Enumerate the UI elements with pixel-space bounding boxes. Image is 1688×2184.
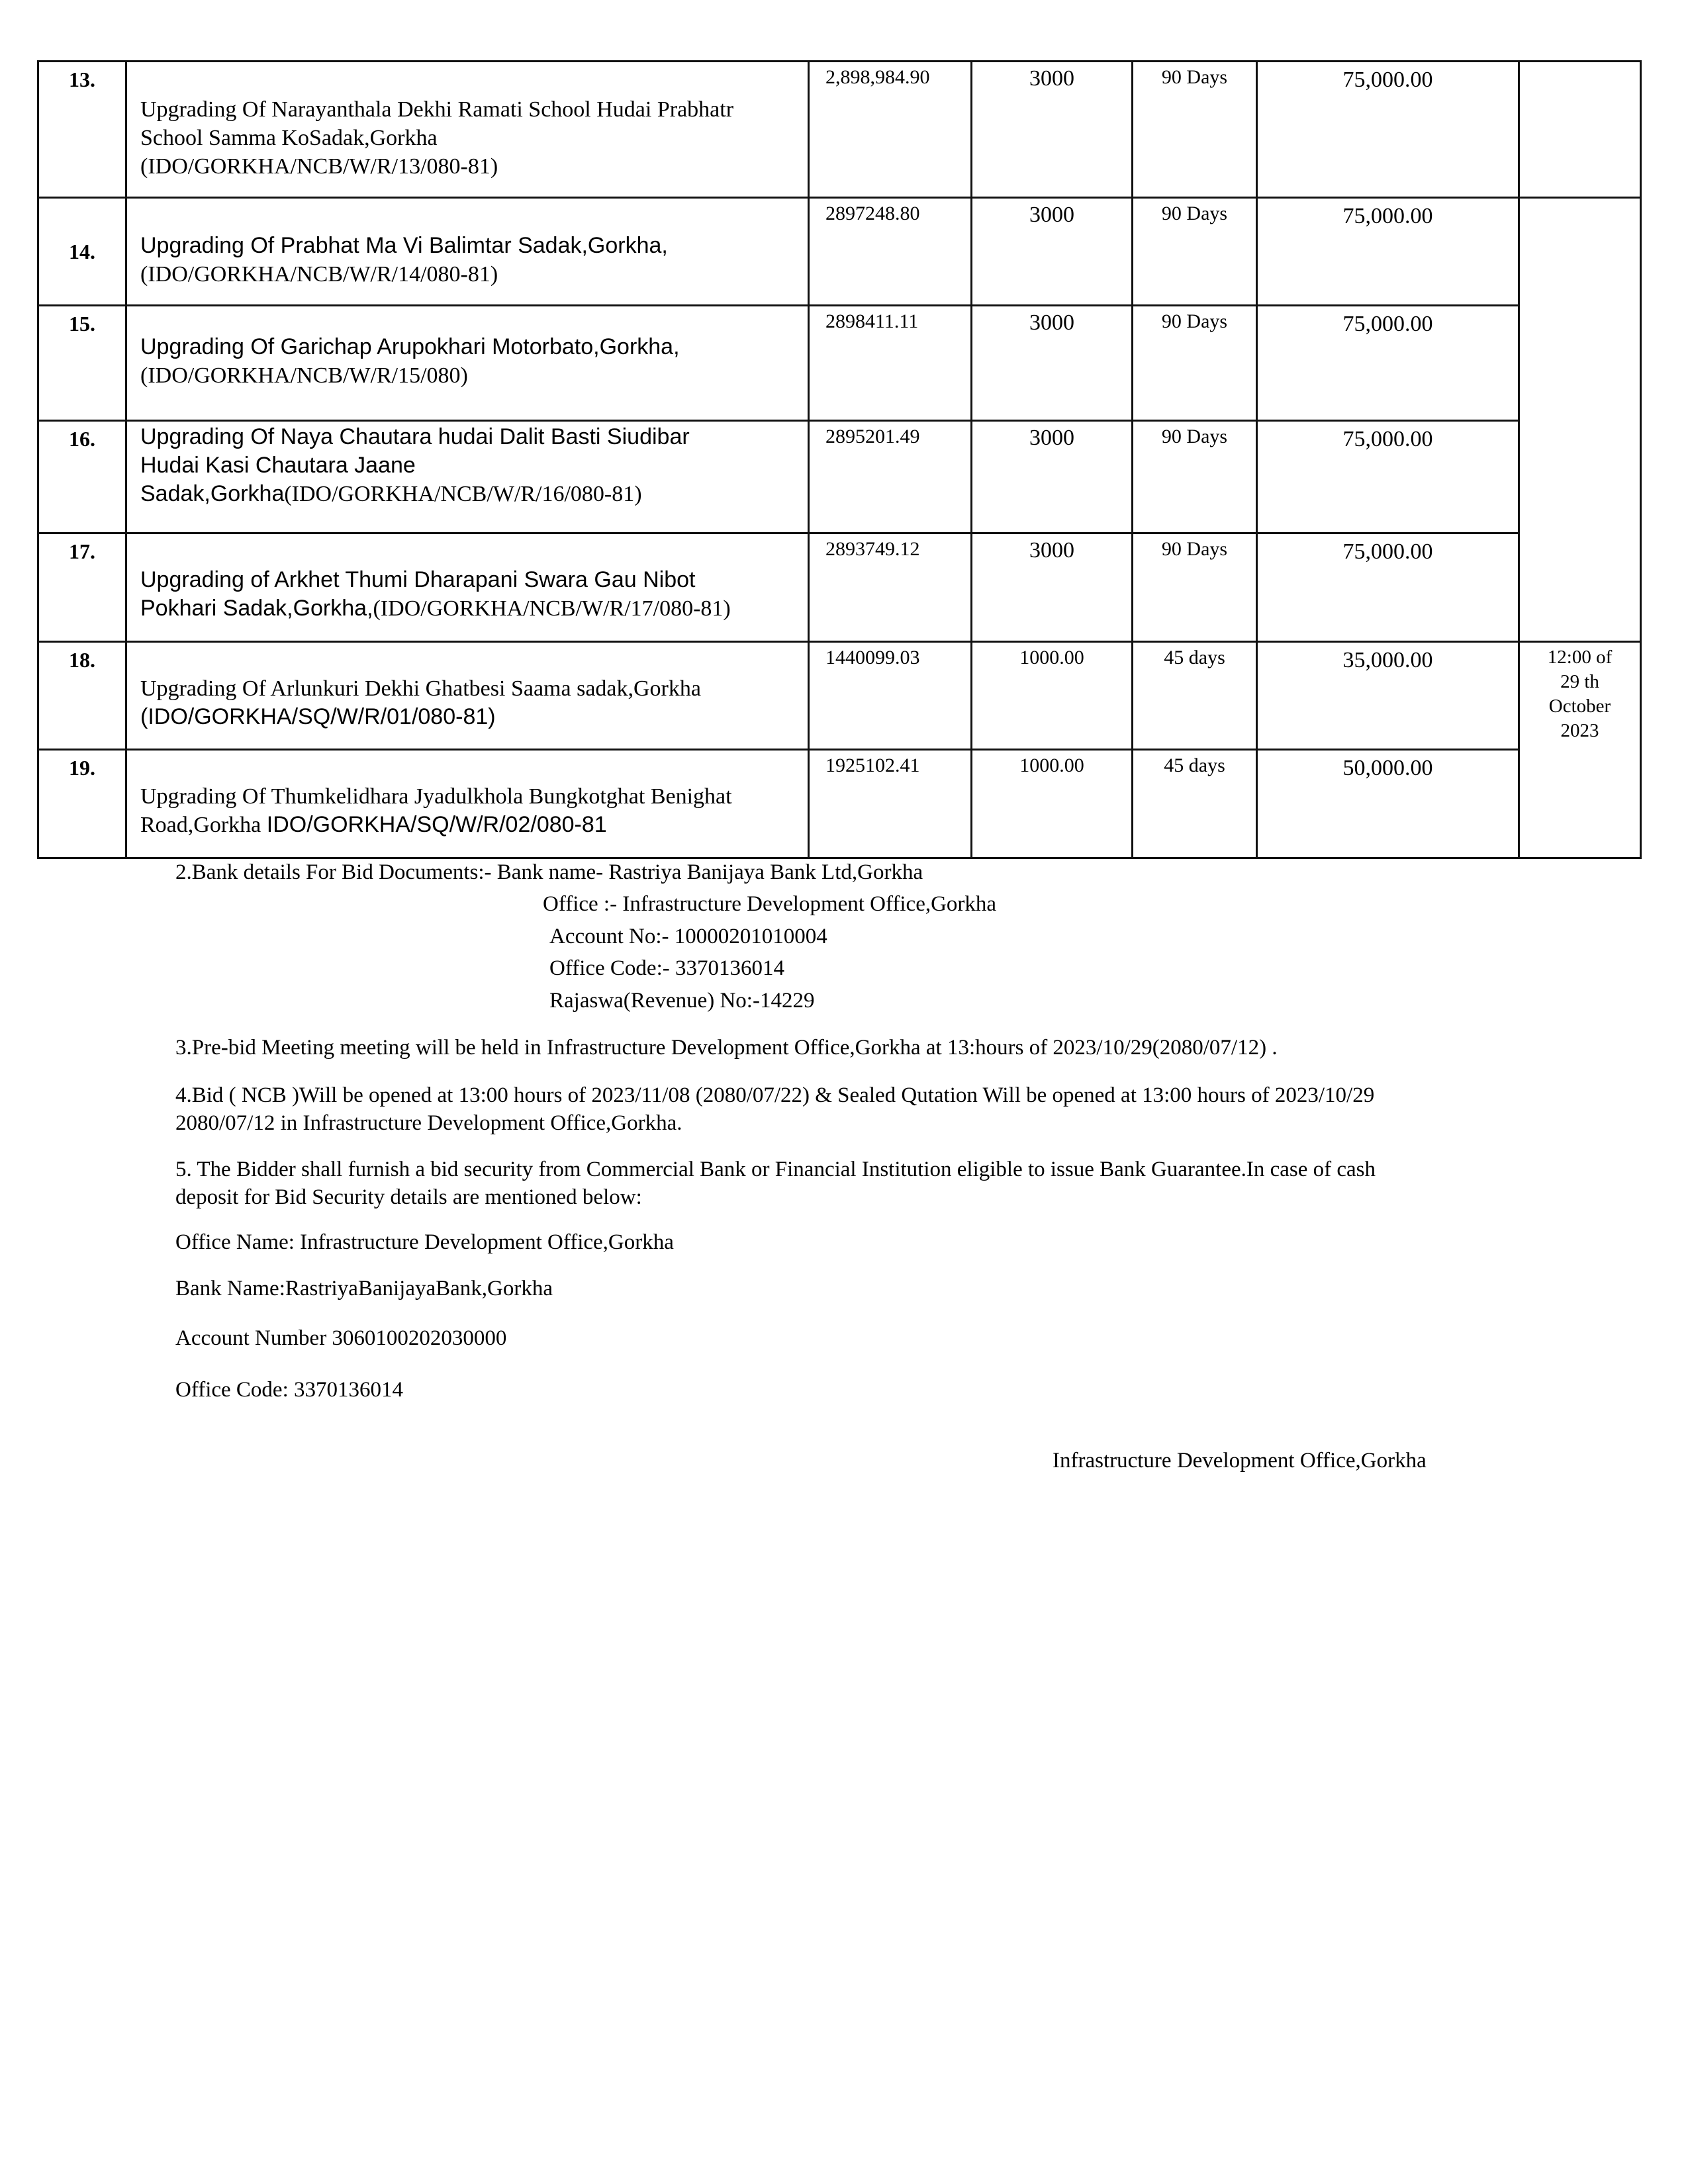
work-description (126, 750, 809, 858)
completion-period: 45 days (1133, 642, 1257, 750)
deposit-account-number: Account Number 3060100202030000 (175, 1326, 507, 1350)
work-description (126, 198, 809, 306)
document-fee: 75,000.00 (1257, 198, 1519, 306)
completion-period: 90 Days (1133, 533, 1257, 642)
serial-number: 16. (38, 421, 126, 533)
work-description (126, 533, 809, 642)
table-row (38, 198, 1641, 306)
bid-security: 3000 (972, 421, 1133, 533)
document-fee: 75,000.00 (1257, 62, 1519, 198)
deadline-cell-empty (1519, 198, 1641, 642)
desc-line: Upgrading Of Narayanthala Dekhi Ramati School Hudai Prabhatr (140, 97, 734, 122)
bank-details-office-code: Office Code:- 3370136014 (549, 956, 784, 980)
cost-estimate: 2,898,984.90 (809, 62, 972, 198)
completion-period: 90 Days (1133, 62, 1257, 198)
deadline-line: October (1548, 696, 1611, 717)
desc-line: Upgrading Of Thumkelidhara Jyadulkhola Bungkotghat Benighat (140, 784, 732, 809)
bid-security: 1000.00 (972, 750, 1133, 858)
bank-details-heading: 2.Bank details For Bid Documents:- Bank name- Rastriya Banijaya Bank Ltd,Gorkha (175, 860, 923, 884)
desc-line: School Samma KoSadak,Gorkha (140, 126, 438, 150)
bank-details-office: Office :- Infrastructure Development Office,Gorkha (543, 892, 997, 916)
work-description (126, 306, 809, 421)
bid-security-note-line1: 5. The Bidder shall furnish a bid security from Commercial Bank or Financial Institution eligible to issue Bank Guarantee.In case of cash (175, 1158, 1376, 1181)
deadline-line: 2023 (1560, 720, 1599, 741)
cost-estimate: 1440099.03 (809, 642, 972, 750)
table-row (38, 62, 1641, 198)
cost-estimate: 2898411.11 (809, 306, 972, 421)
desc-line (140, 480, 794, 508)
document-fee: 75,000.00 (1257, 533, 1519, 642)
table-row (38, 750, 1641, 858)
desc-line: (IDO/GORKHA/SQ/W/R/01/080-81) (140, 704, 496, 729)
cost-estimate: 2895201.49 (809, 421, 972, 533)
serial-number: 19. (38, 750, 126, 858)
completion-period: 45 days (1133, 750, 1257, 858)
bid-table (37, 60, 1642, 859)
work-description (126, 642, 809, 750)
deadline-cell-empty (1519, 62, 1641, 198)
bid-security: 3000 (972, 62, 1133, 198)
deadline-line: 12:00 of (1547, 647, 1613, 668)
issuing-office-signature: Infrastructure Development Office,Gorkha (1053, 1449, 1427, 1473)
bid-opening-note-line1: 4.Bid ( NCB )Will be opened at 13:00 hours of 2023/11/08 (2080/07/22) & Sealed Qutation Will be opened at 13:00 hours of 2023/10/29 (175, 1083, 1375, 1107)
desc-line: Upgrading Of Naya Chautara hudai Dalit Basti Siudibar (140, 424, 690, 449)
desc-line: (IDO/GORKHA/NCB/W/R/14/080-81) (140, 262, 498, 287)
desc-line: Upgrading of Arkhet Thumi Dharapani Swara Gau Nibot (140, 567, 696, 592)
submission-deadline (1519, 642, 1641, 858)
desc-line (140, 811, 794, 839)
document-fee: 50,000.00 (1257, 750, 1519, 858)
bank-details-account: Account No:- 10000201010004 (549, 925, 827, 948)
desc-part: (IDO/GORKHA/NCB/W/R/16/080-81) (284, 482, 642, 506)
bid-security: 3000 (972, 533, 1133, 642)
desc-line: Upgrading Of Arlunkuri Dekhi Ghatbesi Saama sadak,Gorkha (140, 676, 701, 701)
completion-period: 90 Days (1133, 198, 1257, 306)
table-row (38, 642, 1641, 750)
bid-security: 3000 (972, 198, 1133, 306)
cost-estimate: 2893749.12 (809, 533, 972, 642)
serial-number: 15. (38, 306, 126, 421)
serial-number: 18. (38, 642, 126, 750)
desc-part: (IDO/GORKHA/NCB/W/R/17/080-81) (373, 596, 731, 621)
completion-period: 90 Days (1133, 306, 1257, 421)
desc-part: Pokhari Sadak,Gorkha, (140, 596, 373, 621)
desc-part: IDO/GORKHA/SQ/W/R/02/080-81 (266, 812, 607, 837)
deposit-office-code: Office Code: 3370136014 (175, 1378, 404, 1402)
table-row (38, 533, 1641, 642)
table-row (38, 306, 1641, 421)
bank-details-revenue: Rajaswa(Revenue) No:-14229 (549, 989, 815, 1013)
deposit-office-name: Office Name: Infrastructure Development Office,Gorkha (175, 1230, 674, 1254)
cost-estimate: 2897248.80 (809, 198, 972, 306)
prebid-meeting-note: 3.Pre-bid Meeting meeting will be held in Infrastructure Development Office,Gorkha at 13:hours of 2023/10/29(2080/07/12) . (175, 1036, 1278, 1060)
document-fee: 75,000.00 (1257, 421, 1519, 533)
serial-number: 17. (38, 533, 126, 642)
bid-opening-note-line2: 2080/07/12 in Infrastructure Development Office,Gorkha. (175, 1111, 682, 1135)
desc-line: (IDO/GORKHA/NCB/W/R/13/080-81) (140, 154, 498, 179)
work-description (126, 62, 809, 198)
bid-security: 1000.00 (972, 642, 1133, 750)
desc-line: Upgrading Of Garichap Arupokhari Motorbato,Gorkha, (140, 334, 680, 359)
serial-number: 14. (38, 198, 126, 306)
serial-number: 13. (38, 62, 126, 198)
desc-part: Road,Gorkha (140, 813, 261, 837)
desc-line: (IDO/GORKHA/NCB/W/R/15/080) (140, 363, 468, 388)
work-description (126, 421, 809, 533)
desc-part: Sadak,Gorkha (140, 481, 285, 506)
desc-line: Upgrading Of Prabhat Ma Vi Balimtar Sadak,Gorkha, (140, 233, 668, 258)
table-row (38, 421, 1641, 533)
desc-line (140, 594, 794, 623)
bid-security-note-line2: deposit for Bid Security details are mentioned below: (175, 1185, 642, 1209)
completion-period: 90 Days (1133, 421, 1257, 533)
desc-line: Hudai Kasi Chautara Jaane (140, 453, 416, 478)
bid-security: 3000 (972, 306, 1133, 421)
deposit-bank-name: Bank Name:RastriyaBanijayaBank,Gorkha (175, 1277, 553, 1300)
document-fee: 35,000.00 (1257, 642, 1519, 750)
deadline-line: 29 th (1560, 671, 1599, 692)
document-fee: 75,000.00 (1257, 306, 1519, 421)
cost-estimate: 1925102.41 (809, 750, 972, 858)
